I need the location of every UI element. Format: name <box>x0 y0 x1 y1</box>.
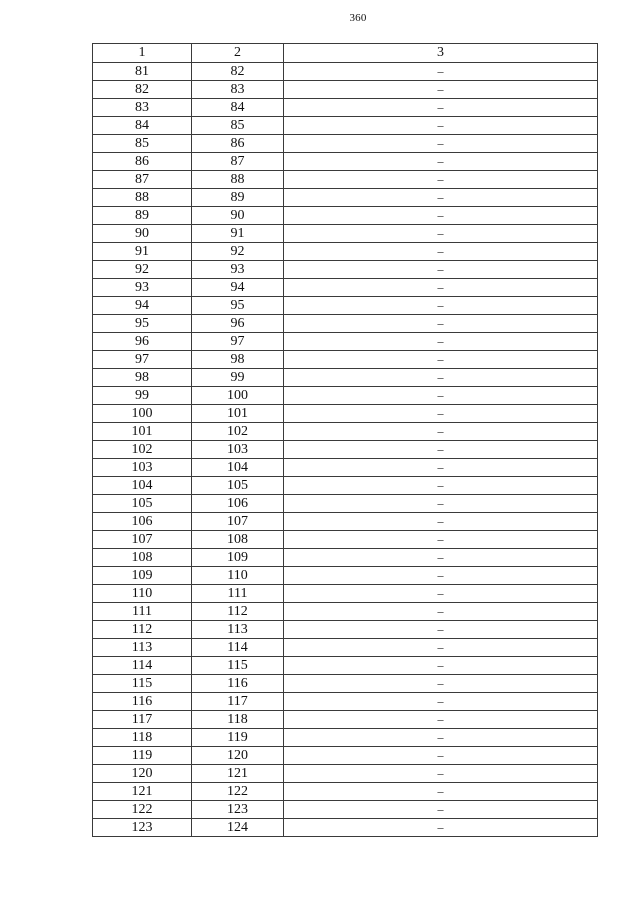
table-cell-col-2: 123 <box>192 801 284 819</box>
table-row <box>93 495 598 513</box>
table-cell-col-3: – <box>284 279 598 297</box>
table-cell-col-1: 102 <box>93 441 192 459</box>
table-cell-col-2: 98 <box>192 351 284 369</box>
table-cell-col-1: 89 <box>93 207 192 225</box>
table-cell-col-3: – <box>284 531 598 549</box>
table-row <box>93 819 598 837</box>
table-cell-col-2: 96 <box>192 315 284 333</box>
table-cell-col-3: – <box>284 369 598 387</box>
table-cell-col-3: – <box>284 63 598 81</box>
table-cell-col-3: – <box>284 441 598 459</box>
table-row <box>93 711 598 729</box>
table-cell-col-2: 116 <box>192 675 284 693</box>
table-cell-col-2: 107 <box>192 513 284 531</box>
table-cell-col-1: 93 <box>93 279 192 297</box>
table-cell-col-3: – <box>284 333 598 351</box>
table-cell-col-2: 111 <box>192 585 284 603</box>
table-row <box>93 603 598 621</box>
table-cell-col-1: 113 <box>93 639 192 657</box>
table-row <box>93 369 598 387</box>
table-row <box>93 153 598 171</box>
table-cell-col-3: – <box>284 729 598 747</box>
table-cell-col-3: – <box>284 711 598 729</box>
table-row <box>93 117 598 135</box>
table-cell-col-3: – <box>284 117 598 135</box>
column-header-2: 2 <box>192 44 284 63</box>
data-table <box>92 43 598 837</box>
table-row <box>93 171 598 189</box>
table-row <box>93 531 598 549</box>
table-cell-col-1: 86 <box>93 153 192 171</box>
table-cell-col-2: 86 <box>192 135 284 153</box>
table-cell-col-2: 85 <box>192 117 284 135</box>
table-row <box>93 693 598 711</box>
table-cell-col-2: 108 <box>192 531 284 549</box>
table-cell-col-3: – <box>284 99 598 117</box>
table-cell-col-1: 98 <box>93 369 192 387</box>
table-cell-col-1: 97 <box>93 351 192 369</box>
table-cell-col-3: – <box>284 351 598 369</box>
table-cell-col-3: – <box>284 171 598 189</box>
table-cell-col-2: 120 <box>192 747 284 765</box>
table-cell-col-1: 104 <box>93 477 192 495</box>
table-cell-col-2: 88 <box>192 171 284 189</box>
table-cell-col-3: – <box>284 459 598 477</box>
table-cell-col-3: – <box>284 621 598 639</box>
table-row <box>93 423 598 441</box>
table-row <box>93 765 598 783</box>
table-cell-col-1: 120 <box>93 765 192 783</box>
table-cell-col-3: – <box>284 315 598 333</box>
table-cell-col-2: 115 <box>192 657 284 675</box>
table-row <box>93 351 598 369</box>
table-cell-col-2: 114 <box>192 639 284 657</box>
table-cell-col-2: 102 <box>192 423 284 441</box>
table-cell-col-1: 117 <box>93 711 192 729</box>
table-body <box>93 63 598 837</box>
table-cell-col-1: 100 <box>93 405 192 423</box>
header-row <box>93 44 598 63</box>
table-cell-col-3: – <box>284 495 598 513</box>
table-cell-col-3: – <box>284 783 598 801</box>
table-cell-col-1: 122 <box>93 801 192 819</box>
table-cell-col-3: – <box>284 81 598 99</box>
table-cell-col-1: 118 <box>93 729 192 747</box>
table-cell-col-2: 89 <box>192 189 284 207</box>
table-cell-col-2: 109 <box>192 549 284 567</box>
table-cell-col-2: 95 <box>192 297 284 315</box>
table-cell-col-3: – <box>284 135 598 153</box>
table-cell-col-2: 93 <box>192 261 284 279</box>
table-cell-col-3: – <box>284 801 598 819</box>
table-cell-col-2: 112 <box>192 603 284 621</box>
table-cell-col-1: 111 <box>93 603 192 621</box>
table-cell-col-1: 114 <box>93 657 192 675</box>
table-cell-col-2: 118 <box>192 711 284 729</box>
table-cell-col-3: – <box>284 297 598 315</box>
table-row <box>93 585 598 603</box>
table-cell-col-1: 84 <box>93 117 192 135</box>
table-row <box>93 189 598 207</box>
table-cell-col-3: – <box>284 261 598 279</box>
table-cell-col-3: – <box>284 819 598 837</box>
table-row <box>93 225 598 243</box>
table-cell-col-2: 90 <box>192 207 284 225</box>
table-row <box>93 459 598 477</box>
table-cell-col-3: – <box>284 765 598 783</box>
table-row <box>93 135 598 153</box>
table-cell-col-1: 82 <box>93 81 192 99</box>
table-row <box>93 63 598 81</box>
table-row <box>93 279 598 297</box>
table-cell-col-2: 106 <box>192 495 284 513</box>
table-cell-col-1: 103 <box>93 459 192 477</box>
table-cell-col-2: 82 <box>192 63 284 81</box>
table-cell-col-2: 105 <box>192 477 284 495</box>
table-cell-col-3: – <box>284 639 598 657</box>
table-cell-col-1: 112 <box>93 621 192 639</box>
table-row <box>93 567 598 585</box>
table-row <box>93 675 598 693</box>
table-row <box>93 477 598 495</box>
page-number: 360 <box>349 12 367 24</box>
table-cell-col-3: – <box>284 549 598 567</box>
table-row <box>93 315 598 333</box>
table-cell-col-2: 119 <box>192 729 284 747</box>
table-row <box>93 333 598 351</box>
table-row <box>93 81 598 99</box>
table-cell-col-2: 101 <box>192 405 284 423</box>
table-cell-col-3: – <box>284 585 598 603</box>
table-cell-col-2: 124 <box>192 819 284 837</box>
table-cell-col-1: 99 <box>93 387 192 405</box>
table-cell-col-2: 91 <box>192 225 284 243</box>
table-cell-col-2: 104 <box>192 459 284 477</box>
table-cell-col-1: 107 <box>93 531 192 549</box>
table-cell-col-1: 123 <box>93 819 192 837</box>
table-cell-col-1: 90 <box>93 225 192 243</box>
table-cell-col-3: – <box>284 603 598 621</box>
table-cell-col-2: 87 <box>192 153 284 171</box>
table-row <box>93 747 598 765</box>
table-cell-col-2: 99 <box>192 369 284 387</box>
table-cell-col-2: 122 <box>192 783 284 801</box>
table-cell-col-2: 97 <box>192 333 284 351</box>
table-cell-col-1: 116 <box>93 693 192 711</box>
table-cell-col-1: 94 <box>93 297 192 315</box>
table-cell-col-1: 95 <box>93 315 192 333</box>
table-cell-col-2: 83 <box>192 81 284 99</box>
table-row <box>93 621 598 639</box>
table-header <box>93 44 598 63</box>
column-header-1: 1 <box>93 44 192 63</box>
table-cell-col-1: 92 <box>93 261 192 279</box>
table-cell-col-2: 92 <box>192 243 284 261</box>
table-cell-col-3: – <box>284 189 598 207</box>
table-row <box>93 783 598 801</box>
table-row <box>93 441 598 459</box>
table-cell-col-3: – <box>284 225 598 243</box>
table-cell-col-1: 119 <box>93 747 192 765</box>
table-row <box>93 207 598 225</box>
table-cell-col-3: – <box>284 747 598 765</box>
table-cell-col-3: – <box>284 657 598 675</box>
table-row <box>93 261 598 279</box>
table-cell-col-2: 103 <box>192 441 284 459</box>
table-cell-col-3: – <box>284 477 598 495</box>
table-row <box>93 513 598 531</box>
table-cell-col-1: 88 <box>93 189 192 207</box>
table-row <box>93 405 598 423</box>
table-cell-col-3: – <box>284 423 598 441</box>
table-cell-col-1: 110 <box>93 585 192 603</box>
table-cell-col-3: – <box>284 405 598 423</box>
table-cell-col-1: 96 <box>93 333 192 351</box>
table-cell-col-3: – <box>284 693 598 711</box>
table-row <box>93 297 598 315</box>
table-cell-col-3: – <box>284 513 598 531</box>
table-row <box>93 99 598 117</box>
table-cell-col-1: 81 <box>93 63 192 81</box>
table-row <box>93 657 598 675</box>
table-cell-col-3: – <box>284 207 598 225</box>
column-header-3: 3 <box>284 44 598 63</box>
table-cell-col-1: 109 <box>93 567 192 585</box>
table-cell-col-1: 121 <box>93 783 192 801</box>
table-row <box>93 387 598 405</box>
table-cell-col-3: – <box>284 675 598 693</box>
table-cell-col-1: 91 <box>93 243 192 261</box>
table-cell-col-3: – <box>284 153 598 171</box>
table-cell-col-3: – <box>284 387 598 405</box>
table-cell-col-1: 106 <box>93 513 192 531</box>
table-row <box>93 639 598 657</box>
table-cell-col-2: 121 <box>192 765 284 783</box>
table-cell-col-2: 110 <box>192 567 284 585</box>
table-cell-col-2: 117 <box>192 693 284 711</box>
table-cell-col-2: 113 <box>192 621 284 639</box>
table-cell-col-1: 115 <box>93 675 192 693</box>
table-cell-col-1: 83 <box>93 99 192 117</box>
table-row <box>93 549 598 567</box>
table-row <box>93 243 598 261</box>
table-cell-col-1: 105 <box>93 495 192 513</box>
table-cell-col-3: – <box>284 243 598 261</box>
table-row <box>93 801 598 819</box>
table-cell-col-2: 100 <box>192 387 284 405</box>
table-cell-col-1: 108 <box>93 549 192 567</box>
table-cell-col-1: 85 <box>93 135 192 153</box>
table-row <box>93 729 598 747</box>
table-cell-col-1: 87 <box>93 171 192 189</box>
table-cell-col-3: – <box>284 567 598 585</box>
table-cell-col-2: 84 <box>192 99 284 117</box>
table-cell-col-1: 101 <box>93 423 192 441</box>
table-cell-col-2: 94 <box>192 279 284 297</box>
